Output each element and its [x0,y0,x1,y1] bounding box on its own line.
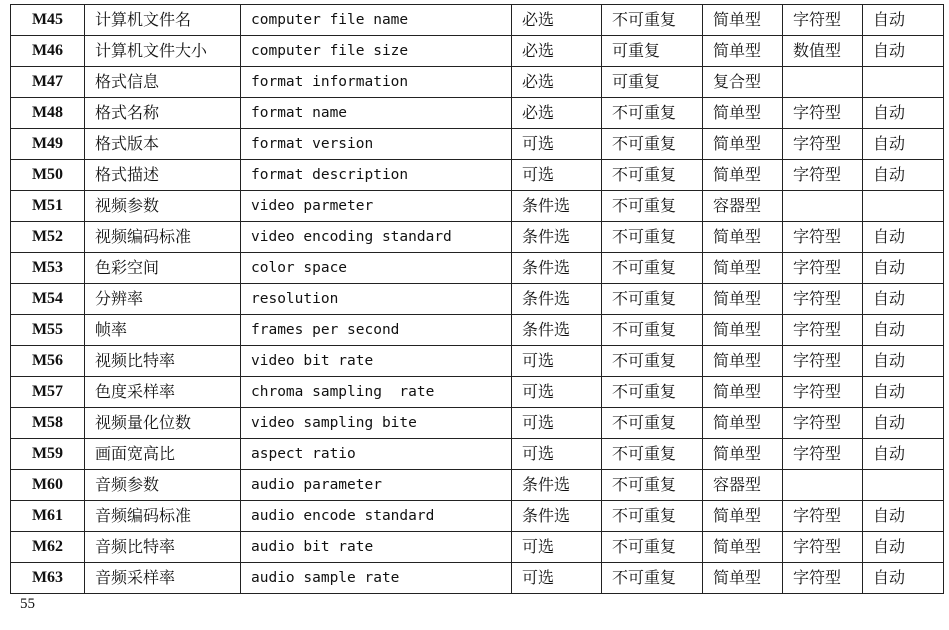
english-name-cell: audio encode standard [241,501,512,532]
english-name-cell: video encoding standard [241,222,512,253]
table-row [11,563,944,594]
page-number: 55 [20,596,35,612]
repeatability-cell: 可重复 [602,67,703,98]
data-type-cell: 字符型 [783,222,863,253]
data-type-cell: 字符型 [783,5,863,36]
structure-type-cell: 简单型 [703,98,783,129]
source-cell: 自动 [863,129,944,160]
structure-type-cell: 简单型 [703,284,783,315]
repeatability-cell: 不可重复 [602,191,703,222]
source-cell: 自动 [863,346,944,377]
chinese-name-cell: 音频参数 [85,470,241,501]
chinese-name-cell: 视频参数 [85,191,241,222]
structure-type-cell: 简单型 [703,222,783,253]
chinese-name-cell: 视频编码标准 [85,222,241,253]
table-row [11,5,944,36]
table-row [11,253,944,284]
table-row [11,222,944,253]
data-type-cell: 字符型 [783,501,863,532]
chinese-name-cell: 色度采样率 [85,377,241,408]
source-cell [863,67,944,98]
chinese-name-cell: 音频编码标准 [85,501,241,532]
table-row [11,129,944,160]
source-cell: 自动 [863,501,944,532]
source-cell: 自动 [863,36,944,67]
chinese-name-cell: 视频比特率 [85,346,241,377]
constraint-cell: 可选 [512,377,602,408]
constraint-cell: 条件选 [512,191,602,222]
english-name-cell: audio parameter [241,470,512,501]
table-row [11,408,944,439]
constraint-cell: 可选 [512,346,602,377]
repeatability-cell: 不可重复 [602,5,703,36]
table-row [11,98,944,129]
english-name-cell: format name [241,98,512,129]
source-cell: 自动 [863,253,944,284]
english-name-cell: computer file size [241,36,512,67]
constraint-cell: 条件选 [512,222,602,253]
element-id-cell: M63 [11,563,85,594]
element-id-cell: M49 [11,129,85,160]
structure-type-cell: 简单型 [703,5,783,36]
chinese-name-cell: 计算机文件大小 [85,36,241,67]
chinese-name-cell: 计算机文件名 [85,5,241,36]
english-name-cell: format version [241,129,512,160]
repeatability-cell: 不可重复 [602,408,703,439]
element-id-cell: M61 [11,501,85,532]
structure-type-cell: 复合型 [703,67,783,98]
table-row [11,501,944,532]
element-id-cell: M59 [11,439,85,470]
data-type-cell: 字符型 [783,408,863,439]
element-id-cell: M56 [11,346,85,377]
repeatability-cell: 不可重复 [602,253,703,284]
repeatability-cell: 不可重复 [602,315,703,346]
structure-type-cell: 简单型 [703,408,783,439]
data-type-cell: 字符型 [783,129,863,160]
source-cell: 自动 [863,284,944,315]
structure-type-cell: 容器型 [703,470,783,501]
source-cell: 自动 [863,222,944,253]
constraint-cell: 可选 [512,129,602,160]
element-id-cell: M45 [11,5,85,36]
chinese-name-cell: 分辨率 [85,284,241,315]
constraint-cell: 必选 [512,5,602,36]
structure-type-cell: 简单型 [703,36,783,67]
table-body [11,5,944,594]
data-type-cell: 字符型 [783,284,863,315]
constraint-cell: 可选 [512,532,602,563]
english-name-cell: aspect ratio [241,439,512,470]
chinese-name-cell: 音频采样率 [85,563,241,594]
repeatability-cell: 不可重复 [602,439,703,470]
source-cell: 自动 [863,315,944,346]
data-type-cell: 字符型 [783,532,863,563]
english-name-cell: computer file name [241,5,512,36]
english-name-cell: video bit rate [241,346,512,377]
data-type-cell: 字符型 [783,346,863,377]
constraint-cell: 可选 [512,160,602,191]
source-cell: 自动 [863,98,944,129]
table-row [11,346,944,377]
english-name-cell: audio sample rate [241,563,512,594]
source-cell: 自动 [863,408,944,439]
source-cell: 自动 [863,439,944,470]
data-type-cell [783,470,863,501]
table-row [11,315,944,346]
constraint-cell: 可选 [512,408,602,439]
table-row [11,470,944,501]
constraint-cell: 必选 [512,36,602,67]
structure-type-cell: 简单型 [703,129,783,160]
repeatability-cell: 不可重复 [602,377,703,408]
chinese-name-cell: 画面宽高比 [85,439,241,470]
english-name-cell: video parmeter [241,191,512,222]
chinese-name-cell: 格式版本 [85,129,241,160]
chinese-name-cell: 音频比特率 [85,532,241,563]
repeatability-cell: 不可重复 [602,284,703,315]
source-cell: 自动 [863,5,944,36]
repeatability-cell: 不可重复 [602,501,703,532]
data-type-cell: 字符型 [783,377,863,408]
constraint-cell: 条件选 [512,315,602,346]
english-name-cell: video sampling bite [241,408,512,439]
english-name-cell: format description [241,160,512,191]
repeatability-cell: 不可重复 [602,563,703,594]
structure-type-cell: 简单型 [703,532,783,563]
constraint-cell: 条件选 [512,284,602,315]
table-row [11,36,944,67]
table-row [11,284,944,315]
data-type-cell: 字符型 [783,160,863,191]
repeatability-cell: 可重复 [602,36,703,67]
table-row [11,532,944,563]
element-id-cell: M57 [11,377,85,408]
source-cell: 自动 [863,377,944,408]
data-type-cell: 字符型 [783,253,863,284]
structure-type-cell: 简单型 [703,377,783,408]
english-name-cell: chroma sampling rate [241,377,512,408]
chinese-name-cell: 色彩空间 [85,253,241,284]
repeatability-cell: 不可重复 [602,98,703,129]
constraint-cell: 必选 [512,67,602,98]
element-id-cell: M46 [11,36,85,67]
structure-type-cell: 简单型 [703,160,783,191]
chinese-name-cell: 视频量化位数 [85,408,241,439]
structure-type-cell: 简单型 [703,315,783,346]
repeatability-cell: 不可重复 [602,470,703,501]
data-type-cell: 字符型 [783,315,863,346]
element-id-cell: M52 [11,222,85,253]
structure-type-cell: 容器型 [703,191,783,222]
repeatability-cell: 不可重复 [602,346,703,377]
table-row [11,67,944,98]
source-cell [863,470,944,501]
repeatability-cell: 不可重复 [602,160,703,191]
table-row [11,377,944,408]
constraint-cell: 可选 [512,439,602,470]
chinese-name-cell: 格式名称 [85,98,241,129]
repeatability-cell: 不可重复 [602,532,703,563]
constraint-cell: 条件选 [512,470,602,501]
element-id-cell: M53 [11,253,85,284]
english-name-cell: frames per second [241,315,512,346]
structure-type-cell: 简单型 [703,346,783,377]
repeatability-cell: 不可重复 [602,129,703,160]
element-id-cell: M54 [11,284,85,315]
element-id-cell: M55 [11,315,85,346]
data-type-cell [783,67,863,98]
constraint-cell: 可选 [512,563,602,594]
chinese-name-cell: 格式描述 [85,160,241,191]
element-id-cell: M62 [11,532,85,563]
constraint-cell: 必选 [512,98,602,129]
structure-type-cell: 简单型 [703,563,783,594]
english-name-cell: format information [241,67,512,98]
source-cell: 自动 [863,160,944,191]
constraint-cell: 条件选 [512,501,602,532]
english-name-cell: color space [241,253,512,284]
data-type-cell [783,191,863,222]
data-type-cell: 字符型 [783,563,863,594]
element-id-cell: M58 [11,408,85,439]
element-id-cell: M47 [11,67,85,98]
english-name-cell: audio bit rate [241,532,512,563]
metadata-element-table [10,4,944,594]
structure-type-cell: 简单型 [703,253,783,284]
structure-type-cell: 简单型 [703,501,783,532]
source-cell: 自动 [863,532,944,563]
chinese-name-cell: 格式信息 [85,67,241,98]
data-type-cell: 字符型 [783,439,863,470]
data-type-cell: 数值型 [783,36,863,67]
element-id-cell: M50 [11,160,85,191]
data-type-cell: 字符型 [783,98,863,129]
structure-type-cell: 简单型 [703,439,783,470]
table-row [11,160,944,191]
source-cell [863,191,944,222]
constraint-cell: 条件选 [512,253,602,284]
chinese-name-cell: 帧率 [85,315,241,346]
element-id-cell: M51 [11,191,85,222]
source-cell: 自动 [863,563,944,594]
english-name-cell: resolution [241,284,512,315]
element-id-cell: M60 [11,470,85,501]
table-row [11,191,944,222]
table-row [11,439,944,470]
repeatability-cell: 不可重复 [602,222,703,253]
element-id-cell: M48 [11,98,85,129]
